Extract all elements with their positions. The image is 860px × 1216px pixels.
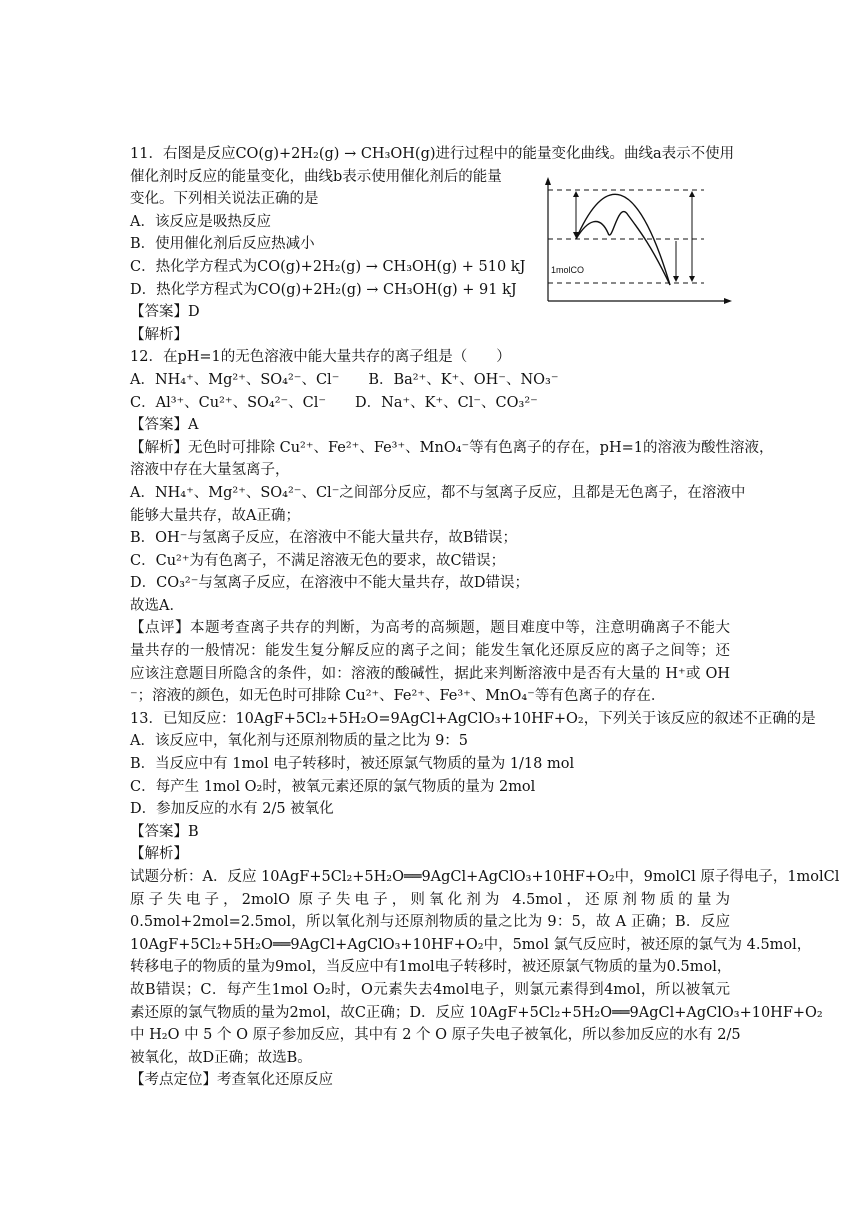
q11-option-c: C．热化学方程式为CO(g)+2H₂(g) → CH₃OH(g) + 510 kJ bbox=[130, 258, 526, 275]
q12-comment-line1: 【点评】本题考查离子共存的判断，为高考的高频题，题目难度中等，注意明确离子不能大 bbox=[130, 620, 730, 637]
arrowhead-down-icon bbox=[673, 276, 679, 282]
q13-text-line4: 10AgF+5Cl₂+5H₂O══9AgCl+AgClO₃+10HF+O₂中，5mol 氯气反应时，被还原的氯气为 4.5mol， bbox=[130, 936, 812, 953]
q13-text-line1: 试题分析：A．反应 10AgF+5Cl₂+5H₂O══9AgCl+AgClO₃+10HF+O₂中，9molCl 原子得电子，1molCl bbox=[130, 869, 840, 885]
q12-options-cd: C．Al³⁺、Cu²⁺、SO₄²⁻、Cl⁻ D．Na⁺、K⁺、Cl⁻、CO₃²⁻ bbox=[130, 394, 538, 411]
q12-options-ab: A．NH₄⁺、Mg²⁺、SO₄²⁻、Cl⁻ B．Ba²⁺、K⁺、OH⁻、NO₃⁻ bbox=[130, 371, 559, 388]
energy-diagram bbox=[544, 175, 734, 325]
q13-analysis: 【解析】 bbox=[130, 846, 188, 863]
q12-analysis-line7: D．CO₃²⁻与氢离子反应，在溶液中不能大量共存，故D错误； bbox=[130, 575, 530, 592]
q11-analysis: 【解析】 bbox=[130, 326, 188, 343]
q13-stem: 13．已知反应：10AgF+5Cl₂+5H₂O=9AgCl+AgClO₃+10HF+O₂，下列关于该反应的叙述不正确的是 bbox=[130, 710, 816, 727]
q12-analysis-line8: 故选A． bbox=[130, 597, 184, 614]
arrowhead-up-icon bbox=[689, 191, 695, 197]
q13-option-d: D．参加反应的水有 2/5 被氧化 bbox=[130, 801, 334, 818]
q13-option-c: C．每产生 1mol O₂时，被氧元素还原的氯气物质的量为 2mol bbox=[130, 778, 536, 795]
q12-analysis-line2: 溶液中存在大量氢离子， bbox=[130, 462, 290, 479]
q11-option-b: B．使用催化剂后反应热减小 bbox=[130, 236, 315, 253]
q12-analysis-line4: 能够大量共存，故A正确； bbox=[130, 507, 300, 524]
q13-option-a: A．该反应中，氧化剂与还原剂物质的量之比为 9：5 bbox=[130, 733, 469, 750]
q11-answer: 【答案】D bbox=[130, 304, 200, 321]
q12-analysis-line3: A．NH₄⁺、Mg²⁺、SO₄²⁻、Cl⁻之间部分反应，都不与氢离子反应，且都是无色离子，在溶液中 bbox=[130, 484, 746, 501]
q12-comment-line4: ⁻；溶液的颜色，如无色时可排除 Cu²⁺、Fe²⁺、Fe³⁺、MnO₄⁻等有色离子的存在． bbox=[130, 688, 666, 705]
arrowhead-down-icon bbox=[689, 276, 695, 282]
q13-keypoint: 【考点定位】考查氧化还原反应 bbox=[130, 1072, 333, 1089]
q11-option-d: D．热化学方程式为CO(g)+2H₂(g) → CH₃OH(g) + 91 kJ bbox=[130, 281, 517, 298]
q12-analysis-line5: B．OH⁻与氢离子反应，在溶液中不能大量共存，故B错误； bbox=[130, 530, 517, 547]
q13-text-line2: 原子失电子，2molO 原子失电子，则氧化剂为 4.5mol，还原剂物质的量为 bbox=[130, 891, 730, 908]
curve-a bbox=[576, 194, 670, 285]
document-page bbox=[130, 143, 840, 1092]
q12-analysis-line6: C．Cu²⁺为有色离子，不满足溶液无色的要求，故C错误； bbox=[130, 552, 506, 569]
q11-stem-line1: 11．右图是反应CO(g)+2H₂(g) → CH₃OH(g)进行过程中的能量变化曲线。曲线a表示不使用 bbox=[130, 146, 735, 162]
q12-stem: 12．在pH=1的无色溶液中能大量共存的离子组是（ ） bbox=[130, 349, 511, 366]
x-axis-arrow-icon bbox=[724, 298, 732, 304]
arrowhead-up-icon bbox=[573, 191, 579, 197]
q11-stem-line2: 催化剂时反应的能量变化，曲线b表示使用催化剂后的能量 bbox=[130, 168, 502, 185]
q13-answer: 【答案】B bbox=[130, 823, 199, 840]
q12-answer: 【答案】A bbox=[130, 417, 199, 434]
q13-text-line3: 0.5mol+2mol=2.5mol，所以氧化剂与还原剂物质的量之比为 9：5，故 A 正确；B．反应 bbox=[130, 914, 730, 931]
q13-text-line5: 转移电子的物质的量为9mol，当反应中有1mol电子转移时，被还原氯气物质的量为0.5mol， bbox=[130, 959, 732, 976]
diagram-label-1molco: 1molCO bbox=[551, 265, 585, 275]
q13-option-b: B．当反应中有 1mol 电子转移时，被还原氯气物质的量为 1/18 mol bbox=[130, 756, 575, 773]
y-axis-arrow-icon bbox=[545, 177, 551, 185]
q11-option-a: A．该反应是吸热反应 bbox=[130, 213, 271, 230]
q12-analysis-line1: 【解析】无色时可排除 Cu²⁺、Fe²⁺、Fe³⁺、MnO₄⁻等有色离子的存在，pH=1的溶液为酸性溶液， bbox=[130, 439, 774, 456]
q13-text-line9: 被氧化，故D正确；故选B。 bbox=[130, 1049, 312, 1066]
q13-text-line6: 故B错误；C．每产生1mol O₂时，O元素失去4mol电子，则氯元素得到4mol，所以被氧元 bbox=[130, 981, 730, 998]
q12-comment-line2: 量共存的一般情况：能发生复分解反应的离子之间；能发生氧化还原反应的离子之间等；还 bbox=[130, 643, 730, 660]
q11-stem-line3: 变化。下列相关说法正确的是 bbox=[130, 191, 319, 208]
curve-b bbox=[576, 212, 670, 285]
q13-text-line7: 素还原的氯气物质的量为2mol，故C正确；D．反应 10AgF+5Cl₂+5H₂O══9AgCl+AgClO₃+10HF+O₂ bbox=[130, 1004, 823, 1021]
q12-comment-line3: 应该注意题目所隐含的条件，如：溶液的酸碱性，据此来判断溶液中是否有大量的 H⁺或 OH bbox=[130, 665, 730, 682]
q13-text-line8: 中 H₂O 中 5 个 O 原子参加反应，其中有 2 个 O 原子失电子被氧化，所以参加反应的水有 2/5 bbox=[130, 1027, 741, 1044]
